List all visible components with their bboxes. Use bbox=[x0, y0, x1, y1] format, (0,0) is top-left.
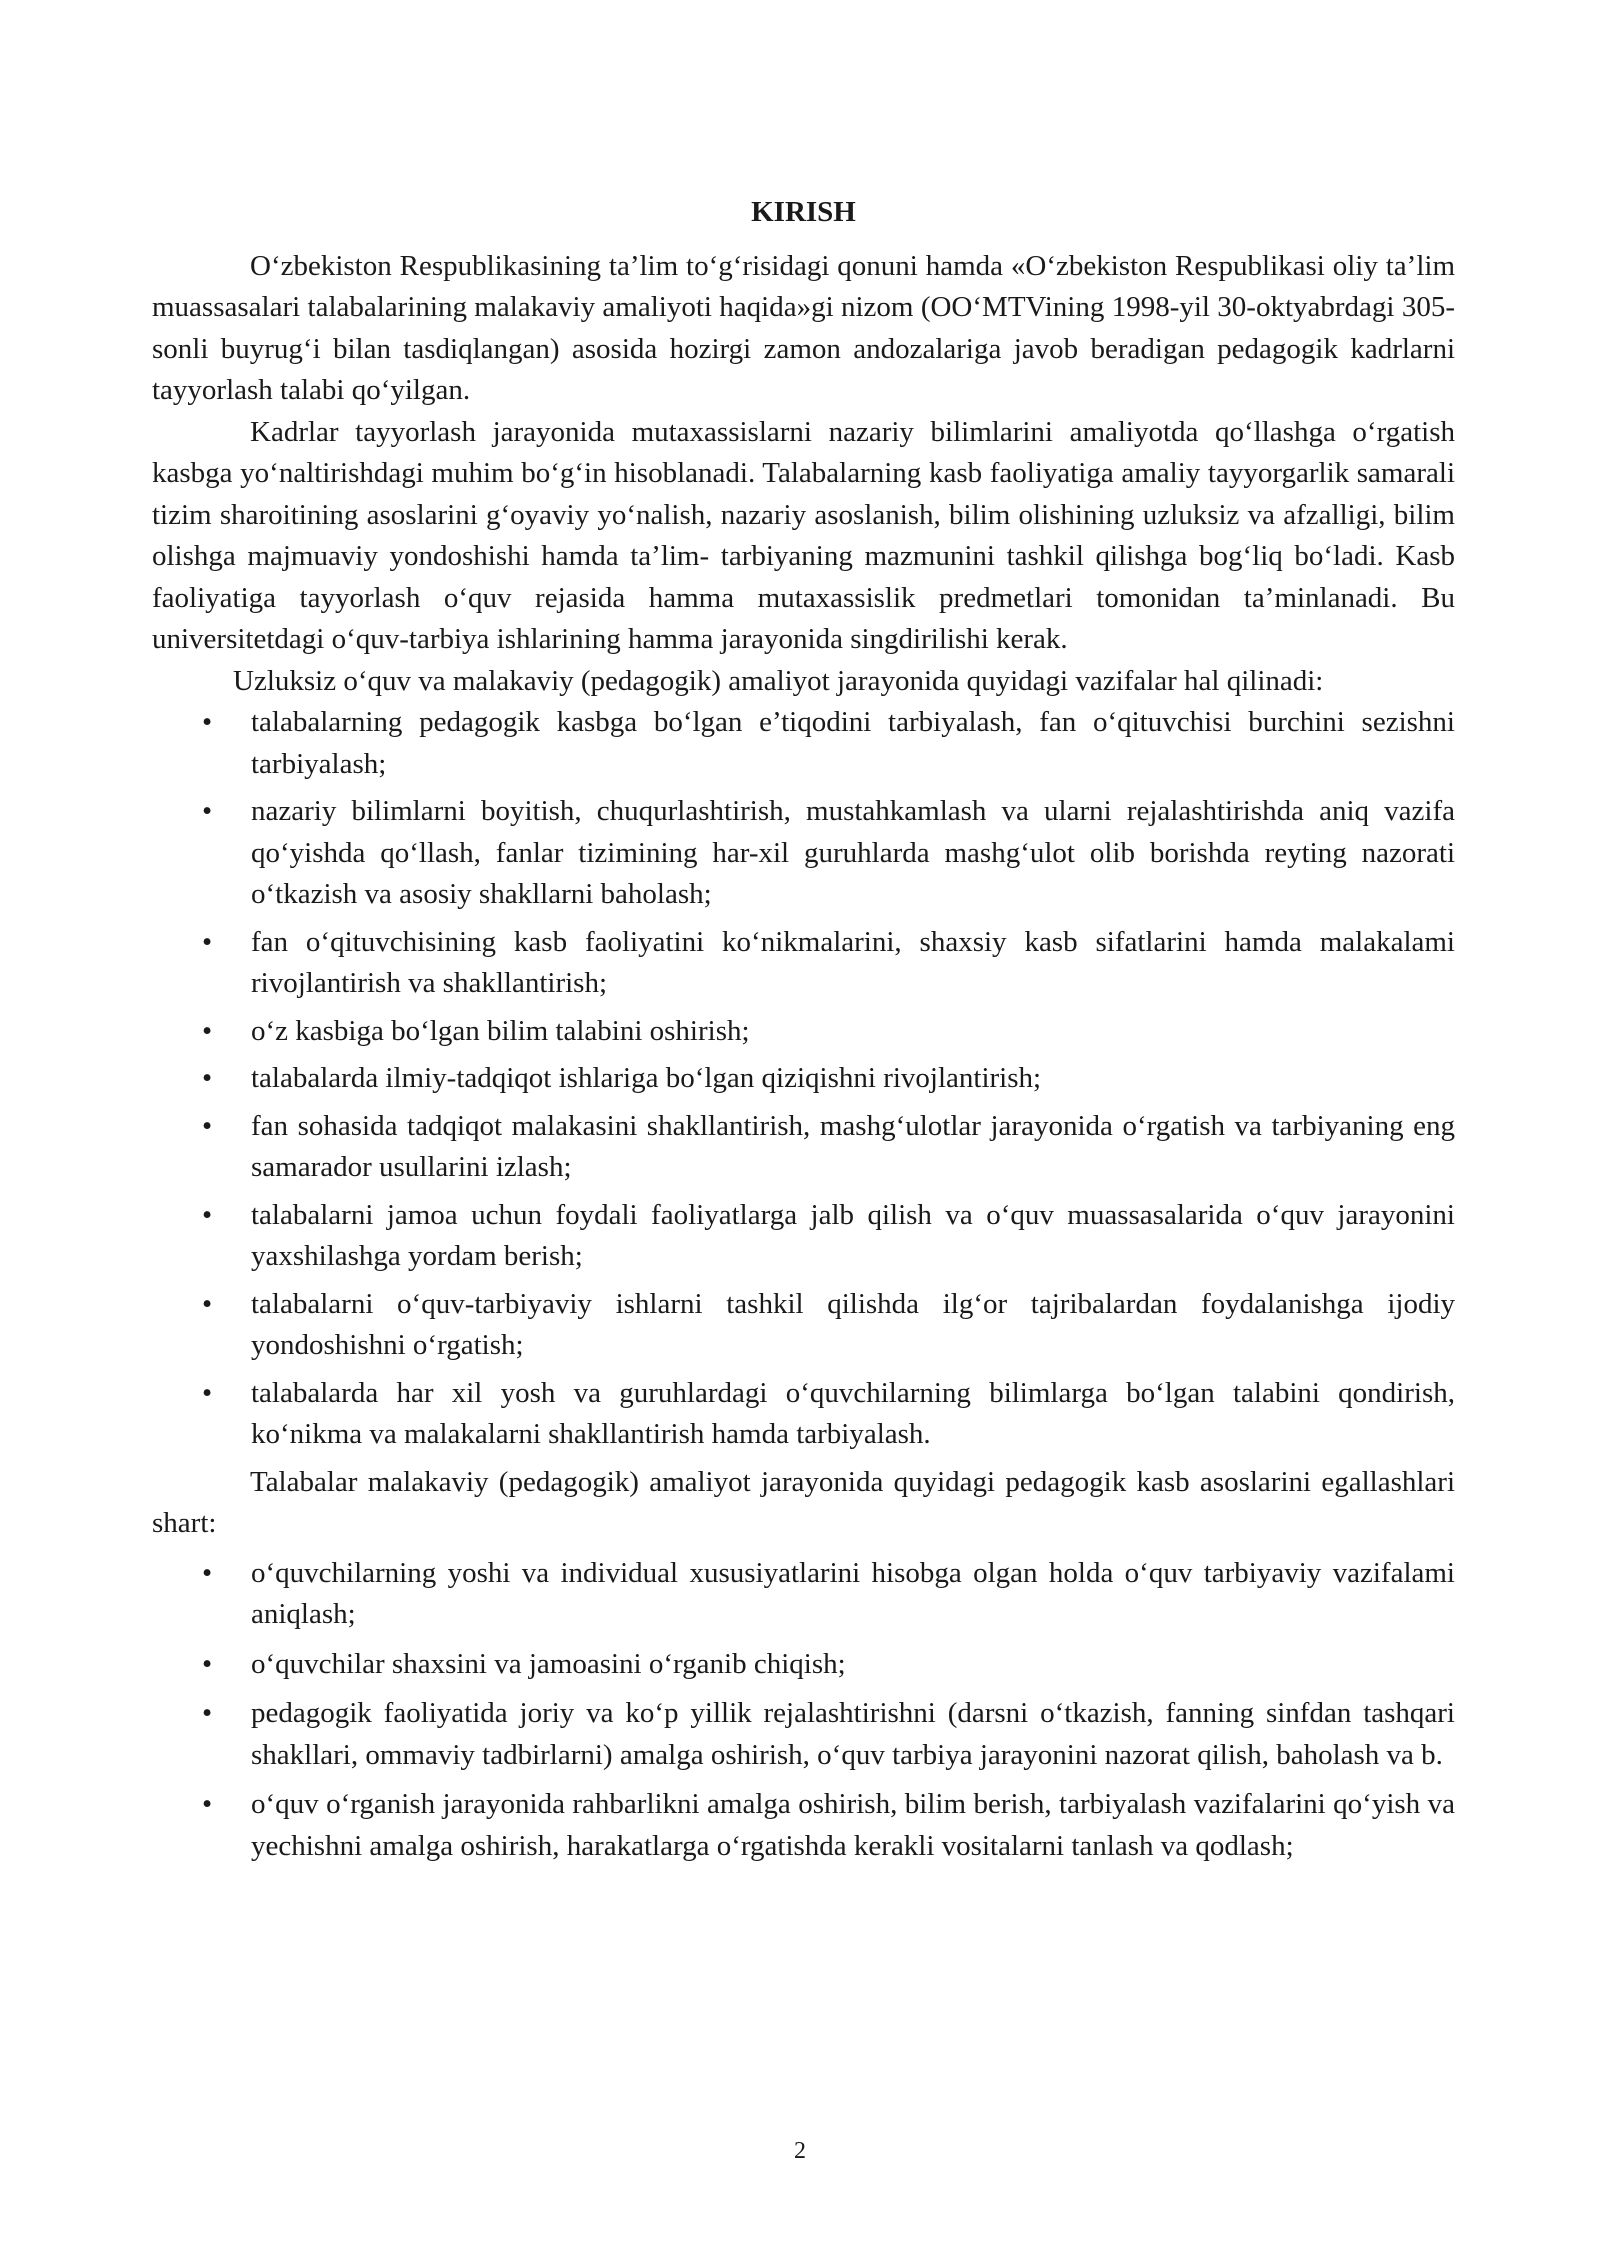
page-title: KIRISH bbox=[751, 196, 856, 228]
paragraph-cadre-training: Kadrlar tayyorlash jarayonida mutaxassislarni nazariy bilimlarini amaliyotda qo‘llashga o‘rgatish kasbga yo‘naltirishdagi muhim bo‘g‘in hisoblanadi. Talabalarning kasb faoliyatiga amaliy tayyorgarlik samarali tizim sharoitining asoslarini g‘oyaviy yo‘nalish, nazariy asoslanish, bilim olishining uzluksiz va afzalligi, bilim olishga majmuaviy yondoshishi hamda ta’lim- tarbiyaning mazmunini tashkil qilishga bog‘liq bo‘ladi. Kasb faoliyatiga tayyorlash o‘quv rejasida hamma mutaxassislik predmetlari tomonidan ta’minlanadi. Bu universitetdagi o‘quv-tarbiya ishlarining hamma jarayonida singdirilishi kerak. bbox=[152, 415, 1455, 655]
list-item-text: talabalarda har xil yosh va guruhlardagi o‘quvchilarning bilimlarga bo‘lgan talabini qondirish, ko‘nikma va malakalarni shakllantirish hamda tarbiyalash. bbox=[251, 1376, 1455, 1450]
list-item-text: o‘quv o‘rganish jarayonida rahbarlikni amalga oshirish, bilim berish, tarbiyalash vazifalarini qo‘yish va yechishni amalga oshirish, harakatlarga o‘rgatishda kerakli vositalarni tanlash va qodlash; bbox=[251, 1788, 1455, 1862]
bullet-icon: • bbox=[202, 1788, 213, 1820]
bullet-icon: • bbox=[202, 1109, 213, 1142]
paragraph-tasks-intro: Uzluksiz o‘quv va malakaviy (pedagogik) amaliyot jarayonida quyidagi vazifalar hal qilinadi: bbox=[233, 664, 1324, 697]
list-item-text: talabalarni jamoa uchun foydali faoliyatlarga jalb qilish va o‘quv muassasalarida o‘quv jarayonini yaxshilashga yordam berish; bbox=[251, 1198, 1455, 1272]
list-item bbox=[152, 1195, 1455, 1278]
list-item-text: talabalarni o‘quv-tarbiyaviy ishlarni tashkil qilishda ilg‘or tajribalardan foydalanishga ijodiy yondoshishni o‘rgatish; bbox=[251, 1287, 1455, 1361]
list-item-text: talabalarning pedagogik kasbga bo‘lgan e’tiqodini tarbiyalash, fan o‘qituvchisi burchini sezishni tarbiyalash; bbox=[251, 706, 1455, 780]
bullet-icon: • bbox=[202, 795, 213, 827]
list-item-text: talabalarda ilmiy-tadqiqot ishlariga bo‘lgan qiziqishni rivojlantirish; bbox=[251, 1062, 1042, 1094]
bullet-icon: • bbox=[202, 706, 213, 738]
bullet-icon: • bbox=[202, 1198, 213, 1231]
list-item bbox=[152, 1106, 1455, 1189]
bullet-icon: • bbox=[202, 1014, 213, 1047]
bullet-icon: • bbox=[202, 1376, 213, 1409]
list-item bbox=[152, 1284, 1455, 1367]
paragraph-intro-law: O‘zbekiston Respublikasining ta’lim to‘g‘risidagi qonuni hamda «O‘zbekiston Respublikasi oliy ta’lim muassasalari talabalarining malakaviy amaliyoti haqida»gi nizom (OO‘MTVining 1998-yil 30-oktyabrdagi 305-sonli buyrug‘i bilan tasdiqlangan) asosida hozirgi zamon andozalariga javob beradigan pedagogik kadrlarni tayyorlash talabi qo‘yilgan. bbox=[152, 249, 1455, 406]
list-item-text: o‘z kasbiga bo‘lgan bilim talabini oshirish; bbox=[251, 1014, 750, 1047]
bullet-icon: • bbox=[202, 1556, 213, 1589]
list-item bbox=[152, 1058, 1455, 1100]
bullet-icon: • bbox=[202, 1697, 213, 1729]
document-page bbox=[152, 180, 1455, 1867]
list-item bbox=[152, 1373, 1455, 1456]
list-item-text: o‘quvchilarning yoshi va individual xususiyatlarini hisobga olgan holda o‘quv tarbiyaviy vazifalami aniqlash; bbox=[251, 1556, 1455, 1630]
list-item-text: pedagogik faoliyatida joriy va ko‘p yillik rejalashtirishni (darsni o‘tkazish, fanning sinfdan tashqari shakllari, ommaviy tadbirlarni) amalga oshirish, o‘quv tarbiya jarayonini nazorat qilish, baholash va b. bbox=[251, 1697, 1455, 1771]
list-item-text: fan o‘qituvchisining kasb faoliyatini ko‘nikmalarini, shaxsiy kasb sifatlarini hamda malakalami rivojlantirish va shakllantirish; bbox=[251, 925, 1455, 999]
bullet-icon: • bbox=[202, 1647, 213, 1680]
paragraph-skills-intro: Talabalar malakaviy (pedagogik) amaliyot jarayonida quyidagi pedagogik kasb asoslarini egallashlari shart: bbox=[152, 1465, 1455, 1539]
page-number: 2 bbox=[794, 2138, 806, 2164]
tasks-list bbox=[152, 702, 1455, 1456]
list-item-text: o‘quvchilar shaxsini va jamoasini o‘rganib chiqish; bbox=[251, 1647, 846, 1680]
list-item bbox=[152, 1011, 1455, 1053]
list-item bbox=[152, 1784, 1455, 1867]
list-item bbox=[152, 791, 1455, 916]
list-item bbox=[152, 702, 1455, 785]
list-item bbox=[152, 1693, 1455, 1776]
skills-list bbox=[152, 1553, 1455, 1868]
bullet-icon: • bbox=[202, 1062, 213, 1094]
list-item bbox=[152, 1644, 1455, 1686]
list-item bbox=[152, 1553, 1455, 1636]
bullet-icon: • bbox=[202, 1287, 213, 1320]
bullet-icon: • bbox=[202, 925, 213, 958]
list-item bbox=[152, 922, 1455, 1005]
list-item-text: nazariy bilimlarni boyitish, chuqurlashtirish, mustahkamlash va ularni rejalashtirishda aniq vazifa qo‘yishda qo‘llash, fanlar tizimining har-xil guruhlarda mashg‘ulot olib borishda reyting nazorati o‘tkazish va asosiy shakllarni baholash; bbox=[251, 795, 1455, 910]
list-item-text: fan sohasida tadqiqot malakasini shakllantirish, mashg‘ulotlar jarayonida o‘rgatish va tarbiyaning eng samarador usullarini izlash; bbox=[251, 1109, 1455, 1183]
